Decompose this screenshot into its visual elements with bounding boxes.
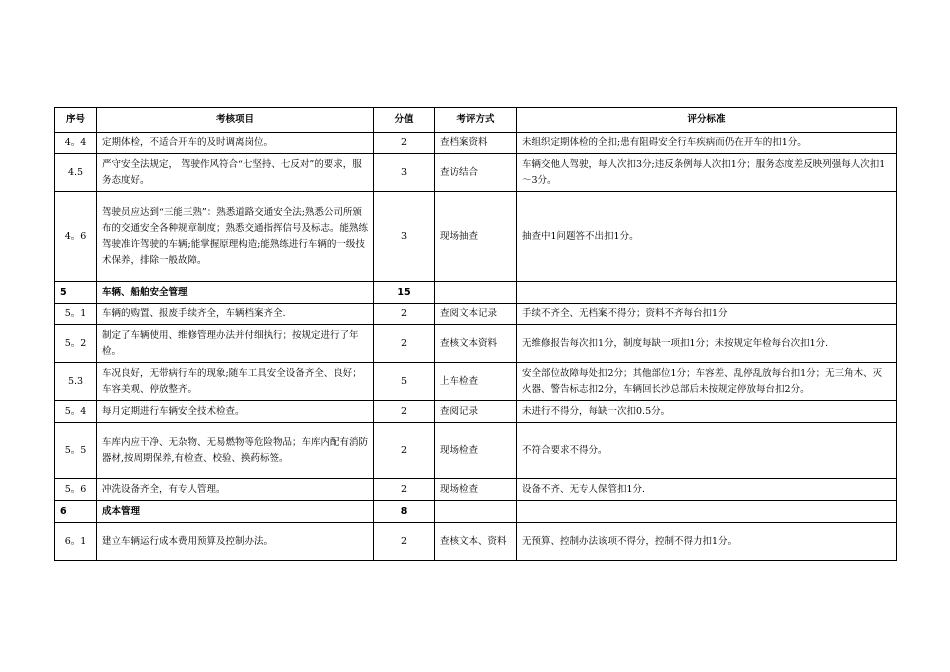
row-score: 2	[374, 401, 435, 423]
row-item: 车况良好，无带病行车的现象;随车工具安全设备齐全、良好；车容美观、停放整齐。	[97, 363, 374, 401]
table-row	[55, 479, 897, 501]
row-item: 车库内应干净、无杂物、无易燃物等危险物品；车库内配有消防器材,按周期保养,有检查、校验、换药标签。	[97, 423, 374, 479]
row-standard: 未组织定期体检的全扣;患有阻碍安全行车疾病而仍在开车的扣1分。	[517, 133, 897, 154]
section-standard	[517, 282, 897, 304]
table-row	[55, 423, 897, 479]
row-score: 3	[374, 192, 435, 282]
header-score: 分值	[374, 108, 435, 133]
section-seq: 5	[55, 282, 97, 304]
row-item: 制定了车辆使用、维修管理办法并付细执行；按规定进行了年检。	[97, 325, 374, 363]
row-seq: 4.5	[55, 154, 97, 192]
row-standard: 手续不齐全、无档案不得分；资料不齐每台扣1分	[517, 304, 897, 325]
row-seq: 5。1	[55, 304, 97, 325]
section-seq: 6	[55, 501, 97, 523]
section-title: 车辆、船舶安全管理	[97, 282, 374, 304]
section-row	[55, 282, 897, 304]
row-method: 查阅文本记录	[435, 304, 517, 325]
row-score: 2	[374, 479, 435, 501]
row-score: 2	[374, 423, 435, 479]
table-row	[55, 133, 897, 154]
row-standard: 抽查中1问题答不出扣1分。	[517, 192, 897, 282]
row-item: 车辆的购置、报废手续齐全，车辆档案齐全.	[97, 304, 374, 325]
row-method: 查核文本、资料	[435, 523, 517, 561]
row-item: 严守安全法规定， 驾驶作风符合“七坚持、七反对”的要求，服务态度好。	[97, 154, 374, 192]
header-seq: 序号	[55, 108, 97, 133]
row-seq: 5。4	[55, 401, 97, 423]
row-score: 2	[374, 133, 435, 154]
row-item: 定期体检，不适合开车的及时调离岗位。	[97, 133, 374, 154]
row-seq: 6。1	[55, 523, 97, 561]
row-seq: 5。6	[55, 479, 97, 501]
row-score: 2	[374, 325, 435, 363]
section-title: 成本管理	[97, 501, 374, 523]
row-method: 现场抽查	[435, 192, 517, 282]
row-method: 查核文本资料	[435, 325, 517, 363]
row-standard: 不符合要求不得分。	[517, 423, 897, 479]
table-row	[55, 304, 897, 325]
table-row	[55, 192, 897, 282]
table-row	[55, 523, 897, 561]
header-item: 考核项目	[97, 108, 374, 133]
row-score: 2	[374, 523, 435, 561]
row-score: 5	[374, 363, 435, 401]
row-standard: 设备不齐、无专人保管扣1分.	[517, 479, 897, 501]
row-standard: 安全部位故障每处扣2分；其他部位1分；车容差、乱停乱放每台扣1分；无三角木、灭火器、警告标志扣2分，车辆回长沙总部后未按规定停放每台扣2分。	[517, 363, 897, 401]
row-seq: 4。6	[55, 192, 97, 282]
row-item: 每月定期进行车辆安全技术检查。	[97, 401, 374, 423]
row-method: 现场检查	[435, 423, 517, 479]
row-standard: 无预算、控制办法该项不得分，控制不得力扣1分。	[517, 523, 897, 561]
row-item: 驾驶员应达到“三能三熟”：熟悉道路交通安全法;熟悉公司所颁布的交通安全各种规章制度；熟悉交通指挥信号及标志。能熟练驾驶准许驾驶的车辆;能掌握原理构造;能熟练进行车辆的一级技术保养，排除一般故障。	[97, 192, 374, 282]
section-standard	[517, 501, 897, 523]
row-item: 冲洗设备齐全，有专人管理。	[97, 479, 374, 501]
table-row	[55, 154, 897, 192]
row-method: 查访结合	[435, 154, 517, 192]
header-standard: 评分标准	[517, 108, 897, 133]
row-method: 查阅记录	[435, 401, 517, 423]
row-method: 查档案资料	[435, 133, 517, 154]
section-score: 8	[374, 501, 435, 523]
row-standard: 车辆交他人驾驶，每人次扣3分;违反条例每人次扣1分；服务态度差反映列强每人次扣1～3分。	[517, 154, 897, 192]
row-seq: 5.3	[55, 363, 97, 401]
row-seq: 5。2	[55, 325, 97, 363]
row-score: 2	[374, 304, 435, 325]
section-method	[435, 282, 517, 304]
section-method	[435, 501, 517, 523]
row-seq: 5。5	[55, 423, 97, 479]
row-item: 建立车辆运行成本费用预算及控制办法。	[97, 523, 374, 561]
row-standard: 无维修报告每次扣1分，制度每缺一项扣1分；未按规定年检每台次扣1分.	[517, 325, 897, 363]
table-row	[55, 401, 897, 423]
table-header-row	[55, 108, 897, 133]
row-method: 现场检查	[435, 479, 517, 501]
section-row	[55, 501, 897, 523]
row-seq: 4。4	[55, 133, 97, 154]
assessment-table	[54, 107, 897, 561]
row-method: 上车检查	[435, 363, 517, 401]
row-standard: 未进行不得分，每缺一次扣0.5分。	[517, 401, 897, 423]
table-row	[55, 363, 897, 401]
header-method: 考评方式	[435, 108, 517, 133]
section-score: 15	[374, 282, 435, 304]
table-row	[55, 325, 897, 363]
row-score: 3	[374, 154, 435, 192]
